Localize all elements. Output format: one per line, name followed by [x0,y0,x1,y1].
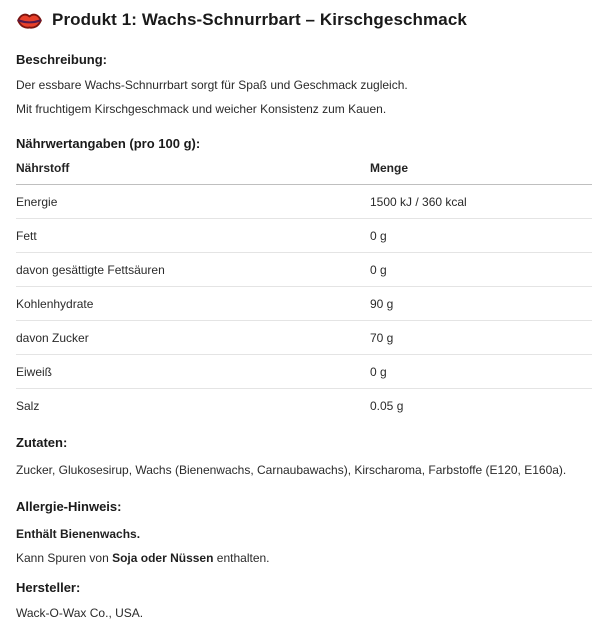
amount-cell: 0 g [370,219,592,253]
nutrition-table [16,156,592,422]
page-title: Produkt 1: Wachs-Schnurrbart – Kirschgeschmack [52,10,467,29]
column-header-nutrient: Nährstoff [16,156,370,185]
ingredients-text: Zucker, Glukosesirup, Wachs (Bienenwachs, Carnaubawachs), Kirscharoma, Farbstoffe (E120, E160a). [16,463,567,477]
allergy-traces-suffix: enthalten. [213,551,270,565]
description-line: Mit fruchtigem Kirschgeschmack und weicher Konsistenz zum Kauen. [16,102,387,116]
table-row [16,219,592,253]
nutrient-cell: Energie [16,185,370,219]
table-header-row [16,156,592,185]
table-row [16,185,592,219]
allergy-traces-bold: Soja oder Nüssen [112,551,214,565]
nutrient-cell: davon Zucker [16,321,370,355]
allergy-traces-line [16,551,590,566]
nutrient-cell: Salz [16,399,40,413]
amount-cell: 70 g [370,321,592,355]
amount-cell: 0 g [370,355,592,389]
nutrient-cell: Eiweiß [16,355,370,389]
amount-cell: 90 g [370,287,592,321]
amount-cell: 0 g [370,253,592,287]
lips-emoji-icon [16,10,43,31]
page-title-row [16,8,590,32]
manufacturer-heading: Hersteller: [16,580,81,595]
table-row [16,321,592,355]
manufacturer-text: Wack-O-Wax Co., USA. [16,606,144,620]
table-row [16,389,592,423]
allergy-traces-prefix: Kann Spuren von [16,551,113,565]
table-row [16,253,592,287]
column-header-amount: Menge [370,156,592,185]
description-line: Der essbare Wachs-Schnurrbart sorgt für Spaß und Geschmack zugleich. [16,78,408,92]
allergy-heading: Allergie-Hinweis: [16,499,122,514]
nutrition-heading: Nährwertangaben (pro 100 g): [16,136,201,151]
amount-cell: 1500 kJ / 360 kcal [370,185,592,219]
amount-cell: 0.05 g [370,399,404,413]
description-heading: Beschreibung: [16,52,108,67]
nutrient-cell: davon gesättigte Fettsäuren [16,253,370,287]
table-row [16,287,592,321]
table-row [16,355,592,389]
nutrient-cell: Fett [16,219,370,253]
nutrient-cell: Kohlenhydrate [16,287,370,321]
allergy-contains-line: Enthält Bienenwachs. [16,527,141,541]
ingredients-heading: Zutaten: [16,435,68,450]
